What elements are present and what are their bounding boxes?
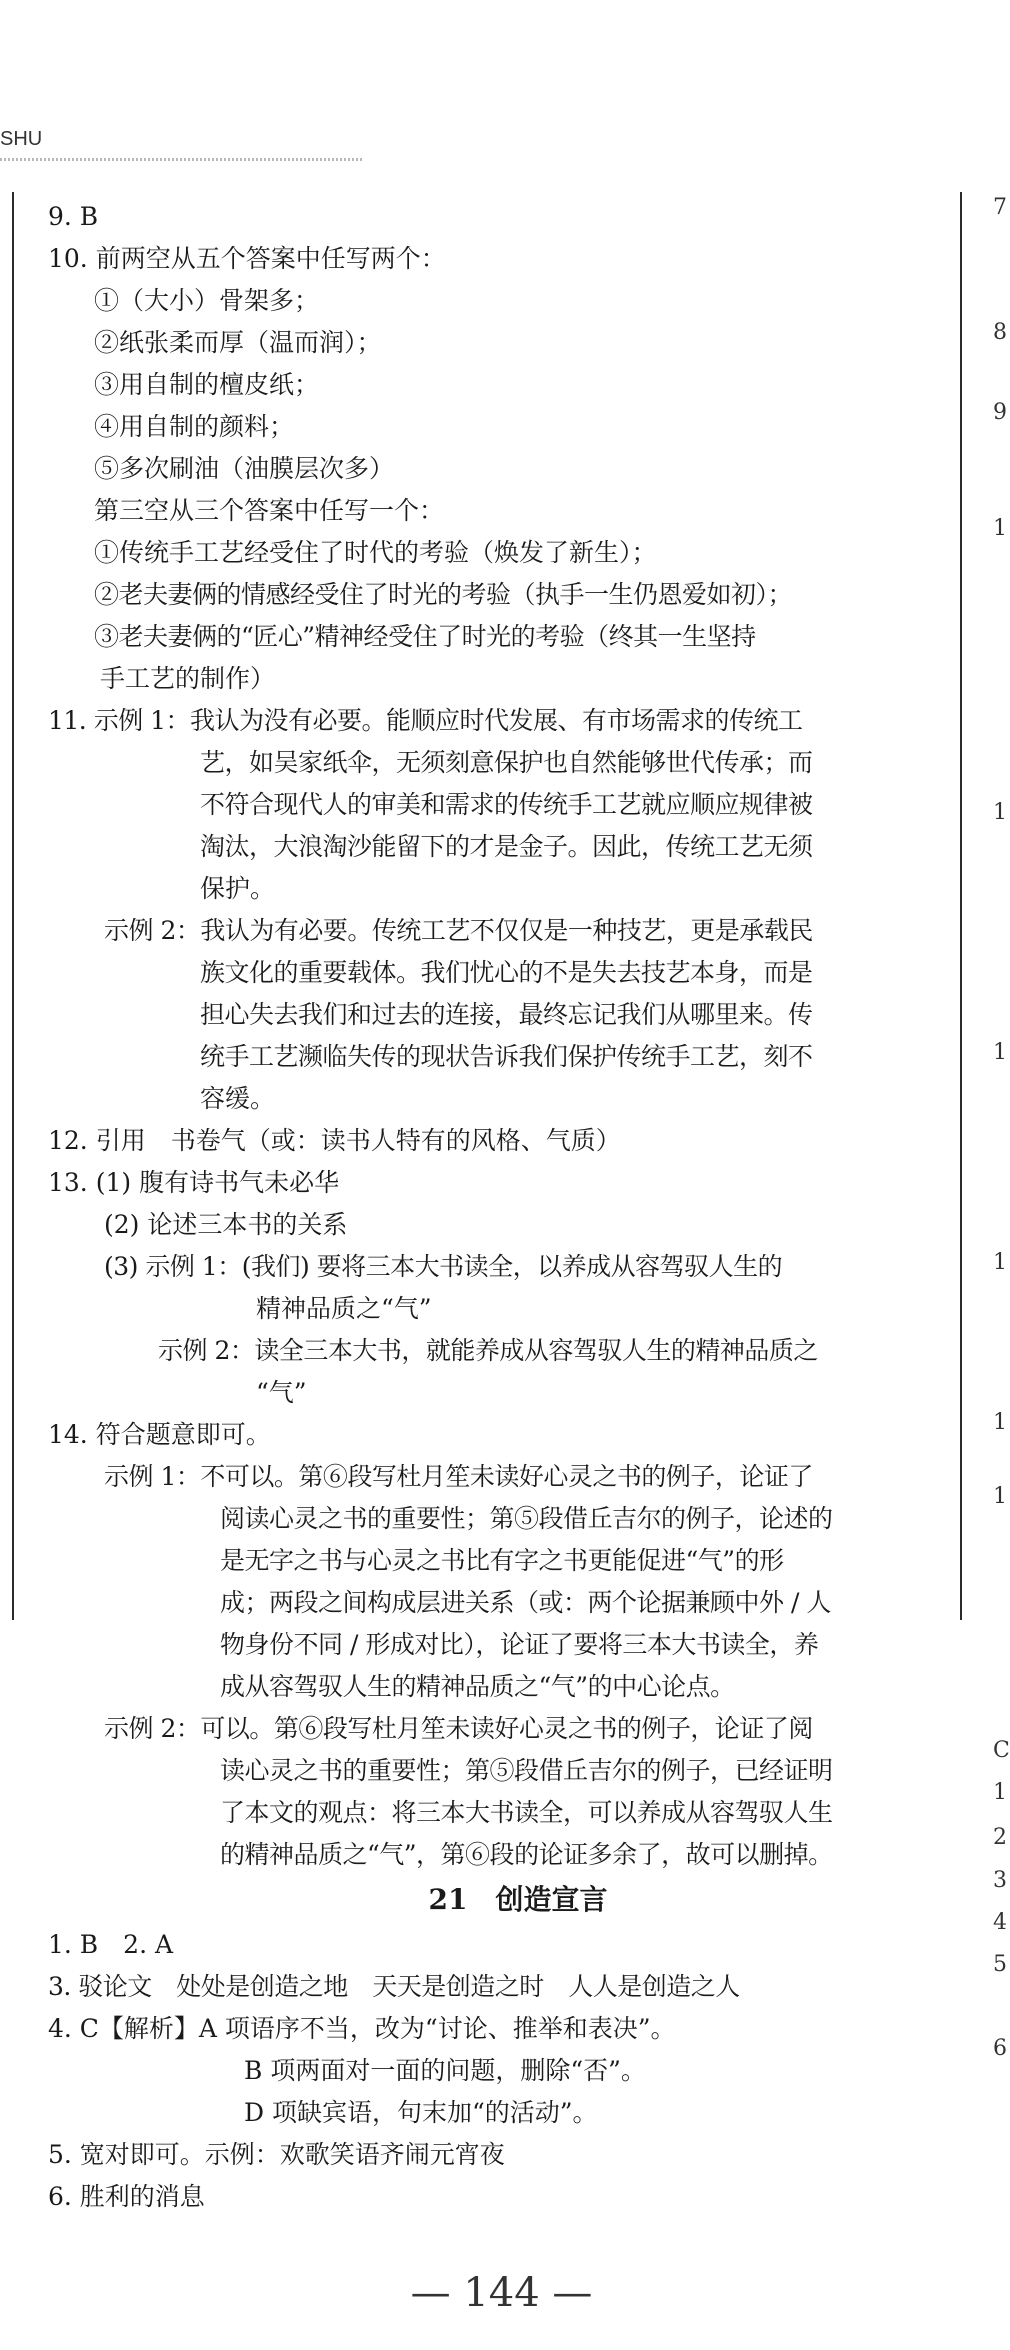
edge-char: 3 xyxy=(993,1868,1007,1893)
answer-line: ②老夫妻俩的情感经受住了时光的考验（执手一生仍恩爱如初）； xyxy=(94,580,793,609)
answer-line: 淘汰，大浪淘沙能留下的才是金子。因此，传统工艺无须 xyxy=(200,832,813,861)
edge-char: 5 xyxy=(993,1952,1007,1977)
answer-line: 是无字之书与心灵之书比有字之书更能促进“气”的形 xyxy=(220,1546,784,1575)
edge-char: 1 xyxy=(993,1250,1007,1275)
answer-line: 12. 引用 书卷气（或：读书人特有的风格、气质） xyxy=(48,1126,621,1155)
answer-line: 示例 1：不可以。第⑥段写杜月笙未读好心灵之书的例子，论证了 xyxy=(104,1462,813,1491)
answer-line: (2) 论述三本书的关系 xyxy=(104,1210,348,1239)
answer-line: 9. B xyxy=(48,202,99,231)
answer-line: 示例 2：可以。第⑥段写杜月笙未读好心灵之书的例子，论证了阅 xyxy=(104,1714,813,1743)
answer-line: ③老夫妻俩的“匠心”精神经受住了时光的考验（终其一生坚持 xyxy=(94,622,756,651)
answer-line: 容缓。 xyxy=(200,1084,276,1113)
answer-line: ②纸张柔而厚（温而润）； xyxy=(94,328,382,357)
answer-line: 1. B 2. A xyxy=(48,1930,174,1959)
answer-line: 的精神品质之“气”，第⑥段的论证多余了，故可以删掉。 xyxy=(220,1840,833,1869)
answer-line: 11. 示例 1：我认为没有必要。能顺应时代发展、有市场需求的传统工 xyxy=(48,706,803,735)
answer-line: 成从容驾驭人生的精神品质之“气”的中心论点。 xyxy=(220,1672,735,1701)
section-title: 21 创造宣言 xyxy=(428,1883,608,1916)
answer-line: 不符合现代人的审美和需求的传统手工艺就应顺应规律被 xyxy=(200,790,813,819)
edge-char: 6 xyxy=(993,2036,1007,2061)
answer-line: 示例 2：我认为有必要。传统工艺不仅仅是一种技艺，更是承载民 xyxy=(104,916,813,945)
answer-line: 精神品质之“气” xyxy=(256,1294,432,1323)
header-tag: SHU xyxy=(0,128,43,150)
edge-char: 1 xyxy=(993,1410,1007,1435)
edge-char: 9 xyxy=(993,400,1007,425)
answer-line: 示例 2：读全三本大书，就能养成从容驾驭人生的精神品质之 xyxy=(158,1336,818,1365)
answer-line: 手工艺的制作） xyxy=(100,664,276,693)
answer-line: B 项两面对一面的问题，删除“否”。 xyxy=(244,2056,646,2085)
answer-line: 6. 胜利的消息 xyxy=(48,2182,205,2211)
answer-line: ③用自制的檀皮纸； xyxy=(94,370,320,399)
answer-content xyxy=(48,196,948,2218)
page-number: — 144 — xyxy=(410,2270,593,2316)
answer-line: 第三空从三个答案中任写一个： xyxy=(94,496,445,525)
header-dotted-rule xyxy=(0,158,362,161)
answer-line: 保护。 xyxy=(200,874,276,903)
answer-line: 13. (1) 腹有诗书气未必华 xyxy=(48,1168,340,1197)
edge-char: 4 xyxy=(993,1910,1007,1935)
answer-line: (3) 示例 1：(我们) 要将三本大书读全，以养成从容驾驭人生的 xyxy=(104,1252,783,1281)
answer-line: 物身份不同 / 形成对比），论证了要将三本大书读全，养 xyxy=(220,1630,819,1659)
edge-char: 1 xyxy=(993,1780,1007,1805)
answer-line: 族文化的重要载体。我们忧心的不是失去技艺本身，而是 xyxy=(200,958,813,987)
answer-line: 3. 驳论文 处处是创造之地 天天是创造之时 人人是创造之人 xyxy=(48,1972,740,2001)
edge-char: 2 xyxy=(993,1825,1007,1850)
answer-line: 成；两段之间构成层进关系（或：两个论据兼顾中外 / 人 xyxy=(220,1588,831,1617)
edge-char: 7 xyxy=(993,195,1007,220)
left-column-rule xyxy=(12,192,14,1620)
answer-line: 艺，如吴家纸伞，无须刻意保护也自然能够世代传承；而 xyxy=(200,748,813,777)
edge-char: 1 xyxy=(993,800,1007,825)
answer-line: 10. 前两空从五个答案中任写两个： xyxy=(48,244,446,273)
answer-line: “气” xyxy=(256,1378,307,1407)
answer-line: 5. 宽对即可。示例：欢歌笑语齐闹元宵夜 xyxy=(48,2140,505,2169)
answer-line: D 项缺宾语，句末加“的活动”。 xyxy=(244,2098,598,2127)
answer-line: ①（大小）骨架多； xyxy=(94,286,320,315)
answer-line: ⑤多次刷油（油膜层次多） xyxy=(94,454,395,483)
answer-line: 读心灵之书的重要性；第⑤段借丘吉尔的例子，已经证明 xyxy=(220,1756,833,1785)
answer-line: 统手工艺濒临失传的现状告诉我们保护传统手工艺，刻不 xyxy=(200,1042,813,1071)
answer-line: 了本文的观点：将三本大书读全，可以养成从容驾驭人生 xyxy=(220,1798,833,1827)
answer-line: 担心失去我们和过去的连接，最终忘记我们从哪里来。传 xyxy=(200,1000,813,1029)
edge-char: 1 xyxy=(993,1484,1007,1509)
edge-char: 8 xyxy=(993,320,1007,345)
right-column-rule xyxy=(960,192,962,1620)
answer-line: 阅读心灵之书的重要性；第⑤段借丘吉尔的例子，论述的 xyxy=(220,1504,833,1533)
edge-char: C xyxy=(993,1738,1010,1763)
answer-line: 4. C【解析】A 项语序不当，改为“讨论、推举和表决”。 xyxy=(48,2014,676,2043)
answer-line: ①传统手工艺经受住了时代的考验（焕发了新生）； xyxy=(94,538,657,567)
edge-char: 1 xyxy=(993,1040,1007,1065)
answer-line: ④用自制的颜料； xyxy=(94,412,295,441)
answer-line: 14. 符合题意即可。 xyxy=(48,1420,271,1449)
edge-char: 1 xyxy=(993,516,1007,541)
